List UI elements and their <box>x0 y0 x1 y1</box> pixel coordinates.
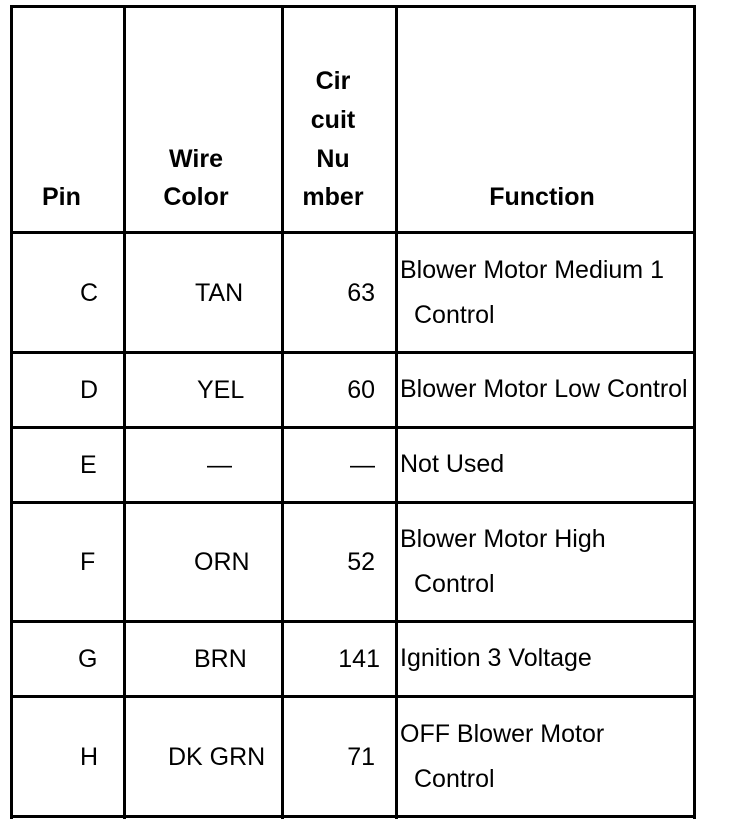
function-line: Blower Motor High <box>400 525 606 553</box>
row-divider <box>10 695 696 698</box>
column-divider <box>395 5 398 819</box>
row-divider <box>10 426 696 429</box>
cell-pin: H <box>80 743 99 771</box>
function-line: Control <box>414 765 495 793</box>
cell-circuit-number: 52 <box>347 548 375 576</box>
cell-function <box>400 712 696 802</box>
column-divider <box>123 5 126 819</box>
cell-wire-color: TAN <box>195 279 244 307</box>
header-function: Function <box>489 183 595 211</box>
header-circuit-line1: Cir <box>315 67 351 95</box>
cell-wire-color: YEL <box>197 376 245 404</box>
function-line: Control <box>414 570 495 598</box>
cell-pin: D <box>80 376 99 404</box>
header-circuit-line4: mber <box>302 183 364 211</box>
header-wire-color-line1: Wire <box>169 145 223 173</box>
table-border-right <box>693 5 696 819</box>
row-divider <box>10 351 696 354</box>
function-line: Blower Motor Medium 1 <box>400 256 664 284</box>
cell-wire-color: DK GRN <box>168 743 266 771</box>
header-circuit-line2: cuit <box>310 106 356 134</box>
function-line: Control <box>414 301 495 329</box>
header-circuit-line3: Nu <box>316 145 350 173</box>
header-divider <box>10 231 696 234</box>
cell-function <box>400 367 696 412</box>
function-line: Not Used <box>400 450 505 478</box>
cell-pin: F <box>80 548 96 576</box>
cell-circuit-number: — <box>350 451 375 479</box>
header-pin: Pin <box>42 183 81 211</box>
row-divider <box>10 620 696 623</box>
cell-wire-color: BRN <box>194 645 247 673</box>
cell-pin: C <box>80 279 99 307</box>
cell-circuit-number: 71 <box>347 743 375 771</box>
cell-pin: E <box>80 451 97 479</box>
cell-pin: G <box>78 645 98 673</box>
function-line: OFF Blower Motor <box>400 720 605 748</box>
cell-function <box>400 248 696 338</box>
cell-wire-color: — <box>207 451 232 479</box>
table-border-bottom <box>10 815 696 818</box>
header-wire-color-line2: Color <box>163 183 229 211</box>
table-border-top <box>10 5 696 8</box>
function-line: Blower Motor Low Control <box>400 375 688 403</box>
cell-circuit-number: 141 <box>338 645 380 673</box>
cell-function <box>400 636 696 681</box>
cell-circuit-number: 60 <box>347 376 375 404</box>
cell-circuit-number: 63 <box>347 279 375 307</box>
row-divider <box>10 501 696 504</box>
cell-wire-color: ORN <box>194 548 250 576</box>
cell-function <box>400 442 696 487</box>
table-border-left <box>10 5 13 819</box>
function-line: Ignition 3 Voltage <box>400 644 592 672</box>
cell-function <box>400 517 696 607</box>
